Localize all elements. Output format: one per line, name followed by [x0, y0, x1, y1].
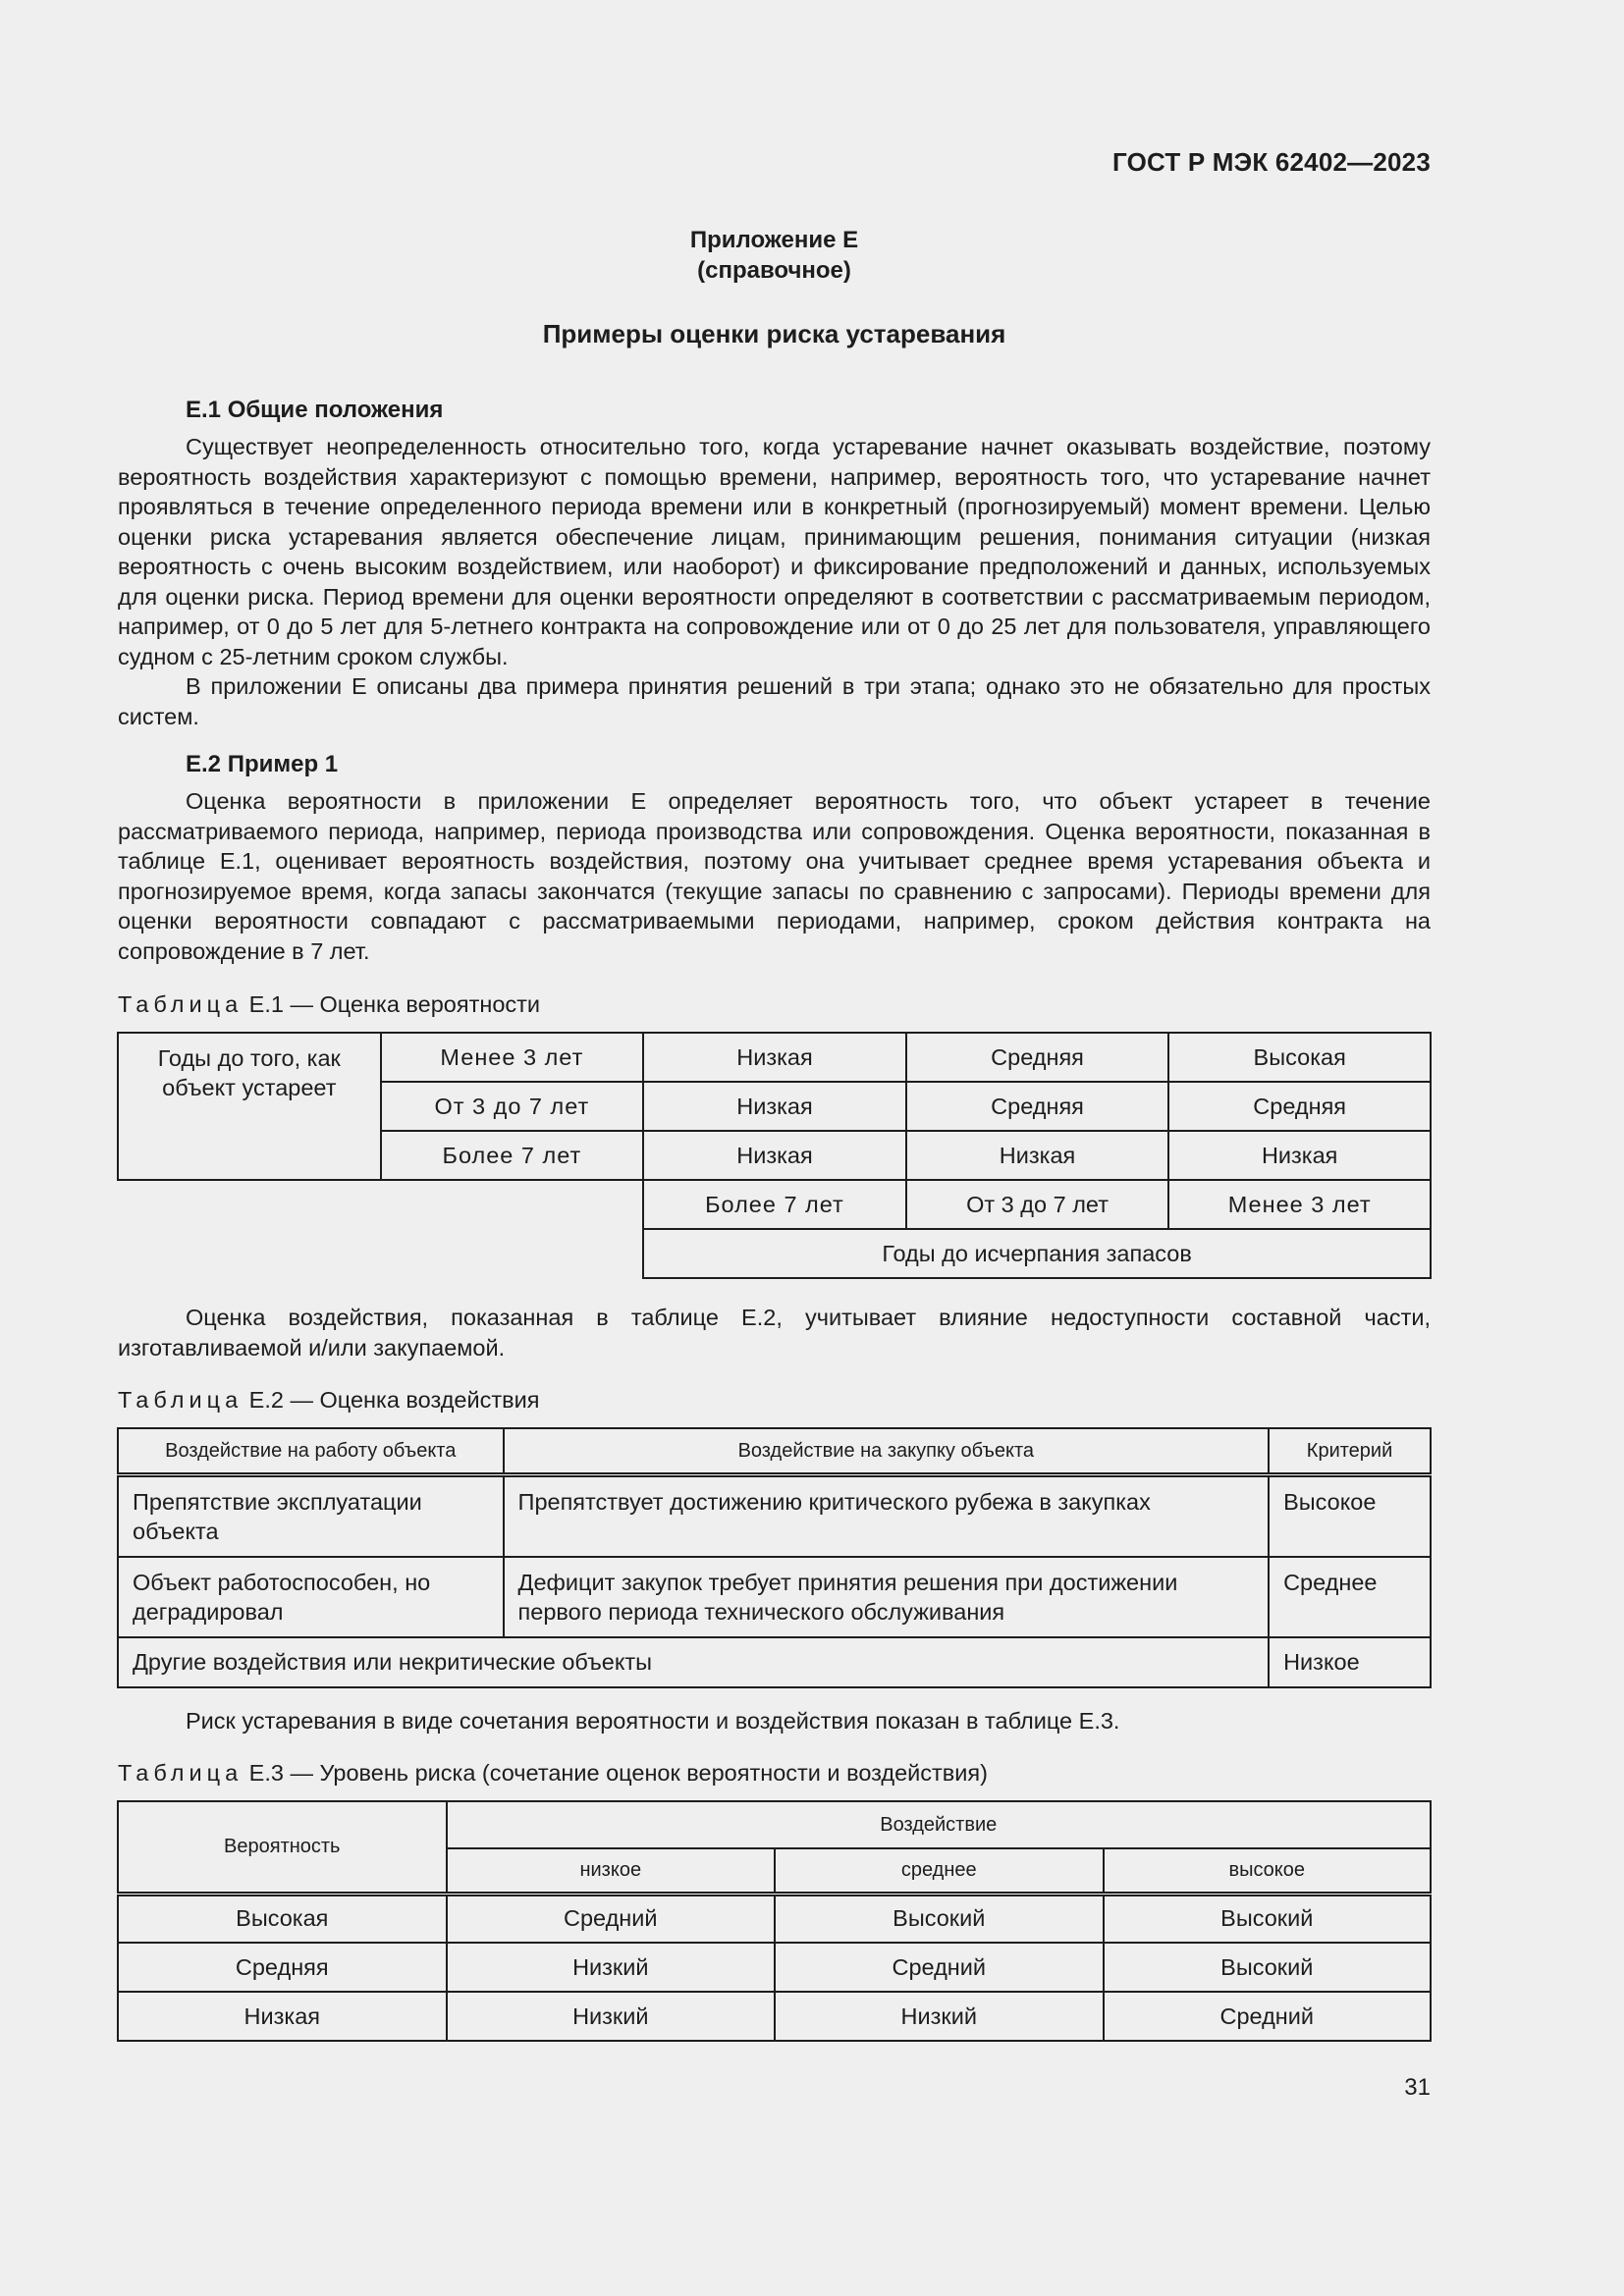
annex-title: Приложение Е	[689, 227, 859, 253]
table-row	[118, 1637, 1431, 1687]
section-e2-paragraph-3: Риск устаревания в виде сочетания вероятности и воздействия показан в таблице Е.3.	[186, 1708, 1120, 1734]
table-cell: Средняя	[906, 1082, 1169, 1131]
table-cell: Низкая	[1168, 1131, 1431, 1180]
annex-note: (справочное)	[697, 257, 851, 284]
table-row	[118, 1943, 1431, 1992]
table-cell: Низкий	[775, 1992, 1103, 2041]
table-cell: Другие воздействия или некритические объекты	[118, 1637, 1269, 1687]
table-row	[118, 1557, 1431, 1637]
row-label: Низкая	[118, 1992, 447, 2041]
section-e2-paragraph-1: Оценка вероятности в приложении Е определяет вероятность того, что объект устареет в течение рассматриваемого периода, например, периода производства или сопровождения. Оценка вероятности, показанная в таблице Е.1, оценивает вероятность воздействия, поэтому она учитывает среднее время устаревания объекта и прогнозируемое время, когда запасы закончатся (текущие запасы по сравнению с запросами). Периоды времени для оценки вероятности совпадают с рассматриваемыми периодами, например, сроком действия контракта на сопровождение в 7 лет.	[118, 788, 1431, 964]
row-label: Средняя	[118, 1943, 447, 1992]
column-header: Вероятность	[118, 1801, 447, 1894]
table-cell: Средний	[775, 1943, 1103, 1992]
table-cell: Низкий	[447, 1992, 775, 2041]
row-label: Менее 3 лет	[381, 1033, 644, 1082]
row-label: От 3 до 7 лет	[381, 1082, 644, 1131]
table-e3-caption: Таблица Е.3 — Уровень риска (сочетание оценок вероятности и воздействия)	[118, 1760, 988, 1786]
table-cell: Низкая	[643, 1033, 906, 1082]
table-e3-risk-level	[117, 1800, 1432, 2042]
page-number: 31	[1404, 2074, 1431, 2101]
table-cell: Средний	[447, 1894, 775, 1943]
table-header-row	[118, 1428, 1431, 1475]
column-header: Годы до исчерпания запасов	[643, 1229, 1431, 1278]
section-e1-paragraph-1: Существует неопределенность относительно того, когда устаревание начнет оказывать воздействие, поэтому вероятность воздействия характеризуют с помощью времени, например, вероятность того, что устаревание начнет проявляться в течение определенного периода времени или в конкретный (прогнозируемый) момент времени. Целью оценки риска устаревания является обеспечение лицам, принимающим решения, понимания ситуации (низкая вероятность с очень высоким воздействием, или наоборот) и фиксирование предположений и данных, используемых для оценки риска. Период времени для оценки вероятности определяют в соответствии с рассматриваемым периодом, например, от 0 до 5 лет для 5-летнего контракта на сопровождение или от 0 до 25 лет для пользователя, управляющего судном с 25-летним сроком службы.	[118, 434, 1431, 669]
table-row	[118, 1992, 1431, 2041]
document-code: ГОСТ Р МЭК 62402—2023	[1111, 147, 1431, 177]
column-header: Критерий	[1269, 1428, 1431, 1475]
column-header: низкое	[447, 1848, 775, 1894]
table-cell: Препятствие эксплуатации объекта	[118, 1475, 504, 1558]
table-row	[118, 1475, 1431, 1558]
section-e2-heading: Е.2 Пример 1	[186, 751, 339, 777]
section-e2-paragraph-2: Оценка воздействия, показанная в таблице Е.2, учитывает влияние недоступности составной части, изготавливаемой и/или закупаемой.	[118, 1305, 1431, 1361]
table-cell: Дефицит закупок требует принятия решения при достижении первого периода технического обслуживания	[504, 1557, 1270, 1637]
table-row	[118, 1894, 1431, 1943]
table-row	[118, 1229, 1431, 1278]
table-row	[118, 1180, 1431, 1229]
table-cell: Низкий	[447, 1943, 775, 1992]
annex-heading: Примеры оценки риска устаревания	[542, 319, 1006, 348]
table-cell: Низкая	[906, 1131, 1169, 1180]
table-e1-caption: Таблица Е.1 — Оценка вероятности	[118, 991, 541, 1017]
section-e1-paragraph-2: В приложении Е описаны два примера принятия решений в три этапа; однако это не обязательно для простых систем.	[118, 673, 1431, 729]
table-cell: Высокий	[1104, 1894, 1432, 1943]
row-label: Более 7 лет	[381, 1131, 644, 1180]
table-cell: Средняя	[906, 1033, 1169, 1082]
table-cell: Среднее	[1269, 1557, 1431, 1637]
column-label: От 3 до 7 лет	[906, 1180, 1169, 1229]
table-e1-probability	[117, 1032, 1432, 1279]
table-e2-caption: Таблица Е.2 — Оценка воздействия	[118, 1387, 540, 1413]
table-cell: Низкое	[1269, 1637, 1431, 1687]
table-cell: Средняя	[1168, 1082, 1431, 1131]
column-header: высокое	[1104, 1848, 1432, 1894]
table-cell: Высокое	[1269, 1475, 1431, 1558]
column-header: Воздействие	[447, 1801, 1431, 1848]
table-cell: Высокий	[1104, 1943, 1432, 1992]
table-cell: Низкая	[643, 1082, 906, 1131]
table-cell: Высокий	[775, 1894, 1103, 1943]
row-header: Годы до того, как объект устареет	[118, 1033, 381, 1180]
table-header-row	[118, 1801, 1431, 1848]
column-header: Воздействие на закупку объекта	[504, 1428, 1270, 1475]
column-header: среднее	[775, 1848, 1103, 1894]
table-cell: Высокая	[1168, 1033, 1431, 1082]
column-label: Более 7 лет	[643, 1180, 906, 1229]
table-cell: Препятствует достижению критического рубежа в закупках	[504, 1475, 1270, 1558]
column-header: Воздействие на работу объекта	[118, 1428, 504, 1475]
column-label: Менее 3 лет	[1168, 1180, 1431, 1229]
table-cell: Низкая	[643, 1131, 906, 1180]
row-label: Высокая	[118, 1894, 447, 1943]
section-e1-heading: Е.1 Общие положения	[186, 397, 444, 423]
table-cell: Объект работоспособен, но деградировал	[118, 1557, 504, 1637]
table-e2-impact	[117, 1427, 1432, 1688]
table-row	[118, 1033, 1431, 1082]
table-cell: Средний	[1104, 1992, 1432, 2041]
